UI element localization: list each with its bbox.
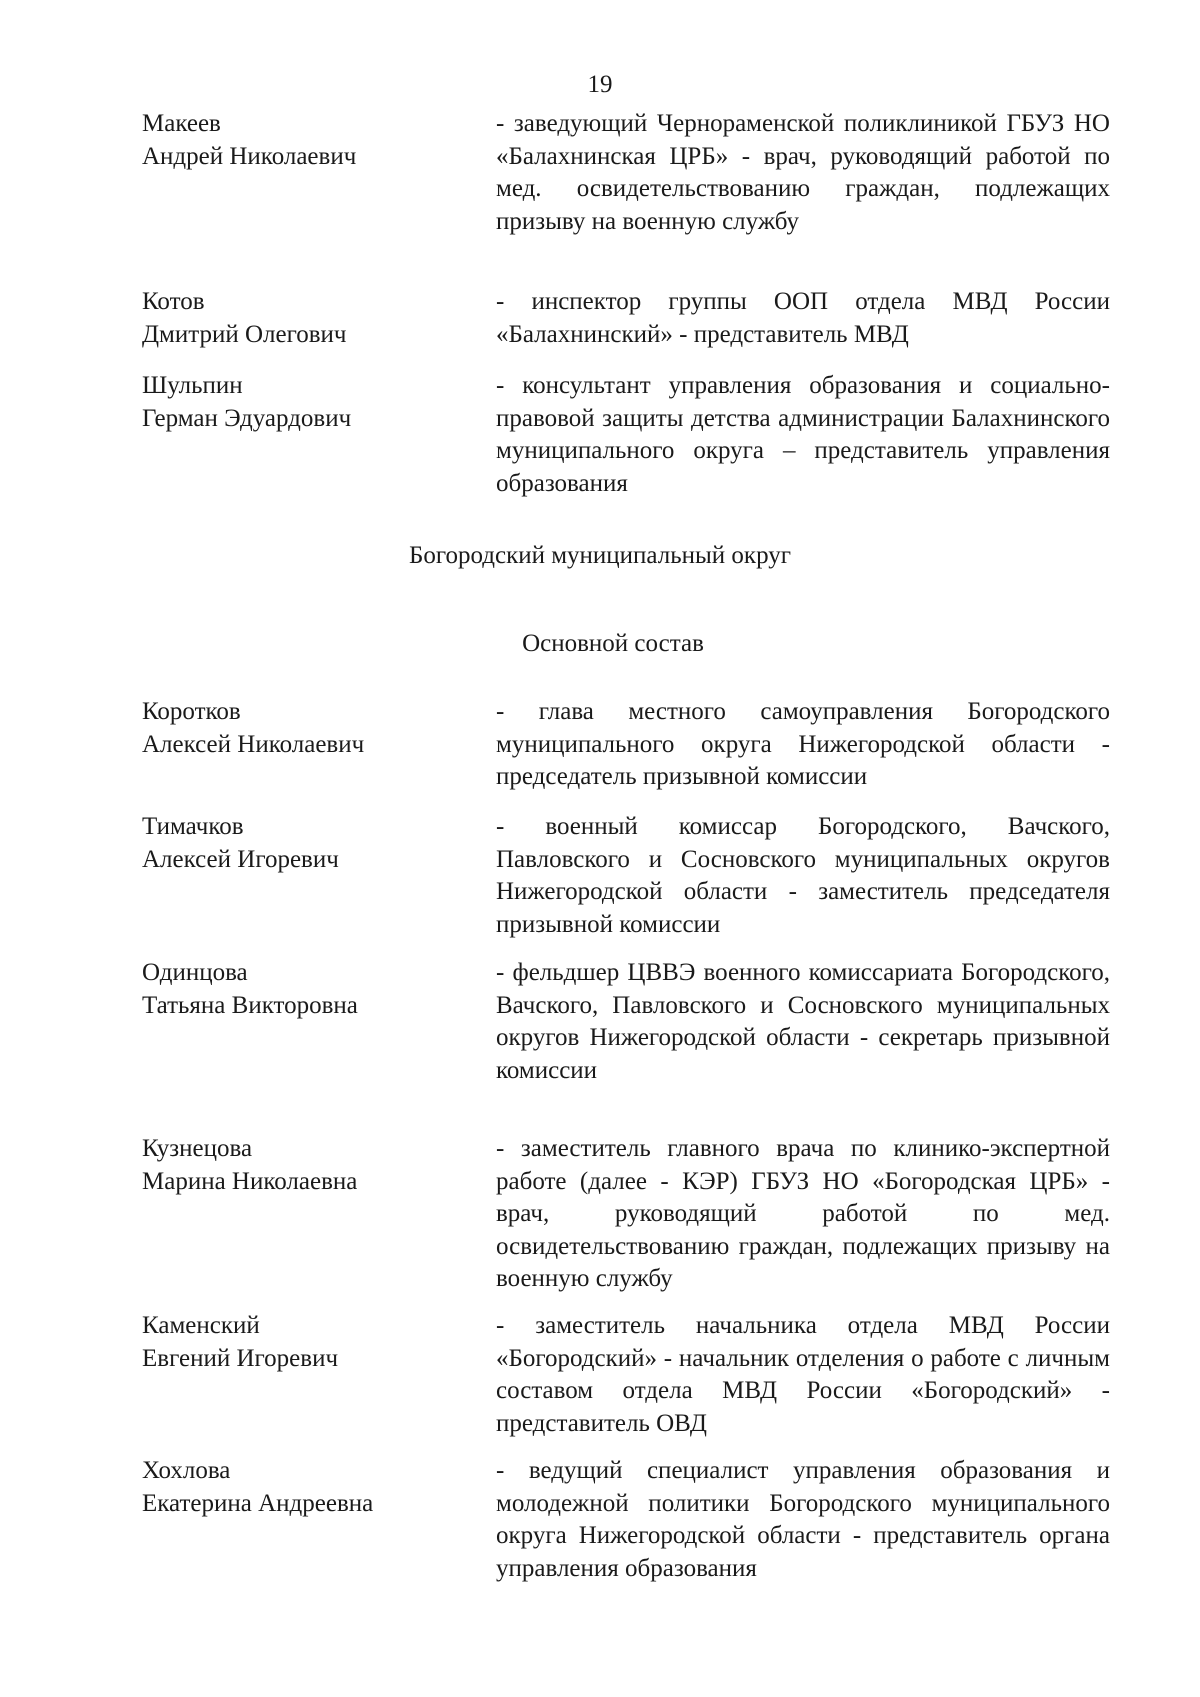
member-surname: Одинцова: [142, 959, 248, 986]
member-given-names: Алексей Николаевич: [142, 730, 365, 758]
member-entry: [142, 1310, 1110, 1440]
member-name: [142, 811, 492, 876]
member-given-names: Герман Эдуардович: [142, 404, 352, 432]
member-entry: [142, 108, 1110, 268]
member-surname: Коротков: [142, 698, 241, 725]
member-entry: [142, 286, 1110, 352]
member-name: [142, 1455, 492, 1520]
member-surname: Тимачков: [142, 813, 244, 840]
member-entry: [142, 811, 1110, 941]
member-given-names: Марина Николаевна: [142, 1167, 358, 1195]
member-role: - заведующий Чернораменской поликлиникой ГБУЗ НО «Балахнинская ЦРБ» - врач, руководящий работой по мед. освидетельствованию граждан, подлежащих призыву на военную службу: [496, 110, 1110, 235]
member-name: [142, 286, 492, 351]
member-surname: Хохлова: [142, 1457, 231, 1484]
section-title: Богородский муниципальный округ: [408, 542, 792, 569]
member-entry: [142, 370, 1110, 500]
member-entry: [142, 696, 1110, 794]
page-number: 19: [587, 71, 613, 98]
member-role: - ведущий специалист управления образования и молодежной политики Богородского муниципального округа Нижегородской области - представитель органа управления образования: [496, 1457, 1110, 1582]
member-role: - глава местного самоуправления Богородского муниципального округа Нижегородской области - председатель призывной комиссии: [496, 698, 1110, 791]
member-name: [142, 1133, 492, 1198]
member-given-names: Дмитрий Олегович: [142, 320, 347, 348]
subsection-title: Основной состав: [522, 630, 704, 657]
member-surname: Шульпин: [142, 372, 243, 399]
member-entry: [142, 1455, 1110, 1585]
member-role: - консультант управления образования и социально-правовой защиты детства администрации Балахнинского муниципального округа – представитель управления образования: [496, 372, 1110, 497]
member-surname: Кузнецова: [142, 1135, 253, 1162]
member-role: - военный комиссар Богородского, Вачского, Павловского и Сосновского муниципальных округов Нижегородской области - заместитель председателя призывной комиссии: [496, 813, 1110, 938]
member-given-names: Татьяна Викторовна: [142, 991, 358, 1019]
member-name: [142, 370, 492, 435]
member-given-names: Евгений Игоревич: [142, 1344, 339, 1372]
member-role: - фельдшер ЦВВЭ военного комиссариата Богородского, Вачского, Павловского и Сосновского муниципальных округов Нижегородской области - секретарь призывной комиссии: [496, 959, 1110, 1084]
member-given-names: Андрей Николаевич: [142, 142, 357, 170]
member-given-names: Алексей Игоревич: [142, 845, 339, 873]
member-role: - инспектор группы ООП отдела МВД России «Балахнинский» - представитель МВД: [496, 288, 1110, 348]
member-name: [142, 1310, 492, 1375]
member-surname: Макеев: [142, 110, 221, 137]
member-name: [142, 957, 492, 1022]
member-role: - заместитель главного врача по клинико-экспертной работе (далее - КЭР) ГБУЗ НО «Богородская ЦРБ» - врач, руководящий работой по мед. освидетельствованию граждан, подлежащих призыву на военную службу: [496, 1135, 1110, 1293]
member-given-names: Екатерина Андреевна: [142, 1489, 374, 1517]
member-name: [142, 696, 492, 761]
member-role: - заместитель начальника отдела МВД России «Богородский» - начальник отделения о работе с личным составом отдела МВД России «Богородский» - представитель ОВД: [496, 1312, 1110, 1437]
member-name: [142, 108, 492, 173]
member-surname: Котов: [142, 288, 205, 315]
member-entry: [142, 957, 1110, 1120]
member-entry: [142, 1133, 1110, 1296]
member-surname: Каменский: [142, 1312, 260, 1339]
